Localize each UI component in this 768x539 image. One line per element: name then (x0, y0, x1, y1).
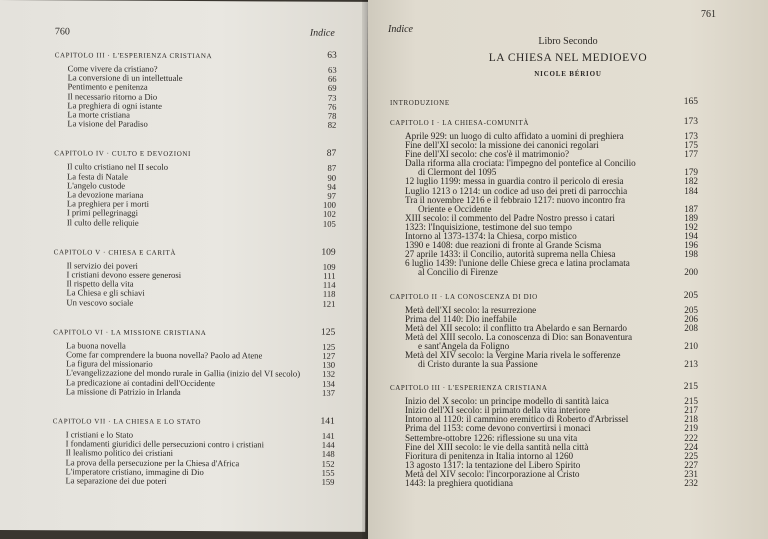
entry-title (66, 298, 133, 308)
entry-line: Metà dell'XI secolo: la resurrezione (405, 304, 537, 315)
entry-line: Il culto cristiano nel II secolo (67, 161, 169, 173)
entry-line: La preghiera di ogni istante (67, 100, 162, 111)
entry-page: 192 (684, 221, 698, 232)
entry-line: Inizio dell'XI secolo: il primato della vita interiore (405, 405, 591, 416)
entry-page: 125 (322, 341, 336, 352)
index-chapter (53, 324, 335, 398)
entry-page: 90 (327, 172, 337, 183)
entry-title (65, 476, 166, 486)
entry-line: La devozione mariana (66, 189, 144, 200)
entry-line: Il culto delle reliquie (66, 216, 139, 228)
chapter-page: 165 (683, 97, 698, 107)
entry-page: 210 (684, 340, 698, 351)
entry-page: 225 (684, 450, 698, 461)
entry-line: Fine del XIII secolo: le vie della santità nella città (405, 441, 589, 452)
entry-line: Intorno al 1373-1374: la Chiesa, corpo mistico (405, 231, 577, 242)
entry-line: Il servizio dei poveri (66, 260, 138, 271)
entry-line: Intorno al 1120: il cammino eremitico di Roberto d'Arbrissel (405, 414, 629, 425)
entry-line: I primi pellegrinaggi (66, 207, 139, 219)
index-entry (405, 159, 698, 177)
index-chapter (54, 47, 336, 130)
entry-line: L'angelo custode (67, 180, 126, 191)
index-sections (52, 47, 336, 504)
entry-page: 121 (322, 298, 336, 309)
chapter-page: 87 (326, 149, 337, 160)
entry-line: 1390 e 1408: due reazioni di fronte al Grande Scisma (405, 240, 602, 251)
index-chapter (390, 95, 698, 107)
entry-list (54, 64, 336, 130)
entry-line: Metà del XII secolo: il conflitto tra Abelardo e san Bernardo (405, 322, 627, 333)
entry-page: 173 (684, 131, 698, 141)
page-number: 761 (701, 9, 716, 20)
index-chapter (52, 413, 334, 487)
entry-page: 105 (322, 218, 336, 229)
entry-list (390, 306, 698, 370)
entry-page: 78 (327, 110, 337, 121)
entry-line: 1323: l'Inquisizione, testimone del suo tempo (405, 221, 573, 232)
index-entry (405, 196, 698, 214)
entry-page: 148 (321, 449, 335, 460)
entry-page: 198 (684, 249, 698, 260)
entry-page: 102 (322, 209, 336, 220)
entry-page: 177 (684, 149, 698, 160)
page-number: 760 (54, 26, 70, 38)
chapter-heading (390, 289, 698, 301)
entry-page: 144 (321, 439, 335, 451)
entry-page: 118 (322, 289, 336, 300)
entry-line: Il necessario ritorno a Dio (67, 90, 158, 102)
book-title: LA CHIESA NEL MEDIOEVO (488, 52, 648, 64)
index-chapter (54, 146, 336, 229)
entry-line: 6 luglio 1439: l'unione delle Chiese greca e latina proclamata (405, 258, 630, 269)
entry-page: 206 (684, 313, 698, 324)
chapter-page: 141 (320, 416, 335, 427)
entry-page: 76 (327, 101, 337, 112)
left-page (0, 0, 368, 532)
index-sections (390, 95, 698, 499)
chapter-heading (54, 146, 336, 159)
entry-page: 218 (684, 414, 698, 425)
entry-line: e sant'Angela da Foligno (418, 340, 510, 351)
entry-line: Prima del 1153: come devono convertirsi i monaci (405, 423, 591, 434)
entry-list (52, 430, 334, 487)
entry-line: 1443: la preghiera quotidiana (405, 478, 513, 488)
entry-page: 152 (321, 458, 335, 469)
index-entry (405, 479, 698, 488)
chapter-page: 125 (320, 327, 336, 338)
entry-line: di Cristo durante la sua Passione (418, 359, 538, 370)
entry-line: Metà del XIV secolo: l'incorporazione al Cristo (405, 468, 580, 479)
entry-line: La preghiera per i morti (66, 198, 150, 210)
index-entry (67, 120, 336, 131)
entry-line: La Chiesa e gli schiavi (66, 287, 145, 299)
entry-page: 159 (321, 476, 335, 487)
entry-title (67, 218, 139, 228)
index-entry (405, 333, 698, 351)
chapter-page: 109 (321, 247, 336, 258)
entry-page: 94 (327, 181, 337, 192)
entry-line: Metà del XIV secolo: la Vergine Maria rivela le sofferenze (405, 349, 621, 360)
entry-page: 219 (684, 423, 698, 434)
entry-line: Prima del 1140: Dio ineffabile (405, 313, 517, 324)
entry-line: La festa di Natale (67, 170, 128, 182)
entry-line: La buona novella (66, 340, 126, 351)
entry-list (390, 132, 698, 278)
chapter-title: CAPITOLO IV · CULTO E DEVOZIONI (54, 149, 191, 159)
entry-line: La conversione di un intellettuale (67, 72, 183, 84)
chapter-title: CAPITOLO VII · LA CHIESA E LO STATO (52, 417, 202, 427)
entry-title (405, 351, 620, 369)
entry-line: Tra il novembre 1216 e il febbraio 1217: nuovo incontro fra (405, 194, 626, 205)
index-chapter (53, 244, 335, 308)
entry-list (53, 341, 335, 398)
entry-page: 100 (323, 199, 336, 210)
entry-page: 134 (322, 378, 336, 389)
running-head: Indice (309, 27, 335, 39)
entry-page: 194 (684, 231, 698, 242)
entry-page: 132 (322, 369, 336, 380)
entry-page: 189 (684, 212, 698, 223)
chapter-heading (53, 413, 335, 426)
entry-page: 222 (684, 432, 698, 443)
entry-line: La figura del missionario (66, 358, 153, 370)
entry-line: La visione del Paradiso (67, 118, 148, 129)
index-entry (66, 387, 335, 398)
entry-page: 87 (327, 163, 337, 174)
entry-line: L'imperatore cristiano, immagine di Dio (65, 466, 204, 477)
entry-page: 208 (684, 322, 698, 333)
entry-list (53, 261, 335, 308)
entry-page: 187 (684, 203, 698, 214)
entry-line: Il rispetto della vita (66, 278, 134, 289)
index-entry (66, 298, 335, 309)
entry-page: 175 (684, 140, 698, 151)
entry-page: 66 (327, 73, 337, 84)
index-entry (67, 218, 336, 229)
chapter-title: CAPITOLO III · L'ESPERIENZA CRISTIANA (390, 384, 548, 393)
entry-line: Settembre-ottobre 1226: riflessione su una vita (405, 432, 578, 443)
entry-page: 63 (328, 64, 337, 75)
entry-page: 137 (322, 387, 335, 398)
entry-line: Fine dell'XI secolo: la missione dei canonici regolari (405, 140, 599, 151)
running-head: Indice (388, 24, 413, 35)
entry-page: 130 (322, 359, 336, 371)
chapter-title: INTRODUZIONE (390, 99, 450, 107)
entry-page: 215 (684, 396, 698, 407)
chapter-heading (53, 324, 335, 337)
entry-line: 12 luglio 1199: messa in guardia contro il pericolo di eresia (405, 176, 624, 187)
entry-page: 127 (322, 350, 336, 361)
entry-line: I fondamenti giuridici delle persecuzioni contro i cristiani (65, 438, 265, 450)
entry-line: Metà del XIII secolo. La conoscenza di Dio: san Bonaventura (405, 331, 633, 342)
author: NICOLE BÉRIOU (534, 70, 602, 78)
entry-line: La morte cristiana (67, 109, 130, 120)
index-chapter (390, 380, 698, 488)
entry-title (405, 479, 513, 488)
entry-line: La predicazione ai contadini dell'Occidente (65, 377, 216, 388)
chapter-title: CAPITOLO VI · LA MISSIONE CRISTIANA (53, 328, 207, 337)
entry-line: al Concilio di Firenze (418, 267, 498, 278)
entry-line: I cristiani devono essere generosi (66, 269, 182, 280)
book-label: Libro Secondo (538, 36, 598, 47)
entry-page: 179 (684, 167, 698, 178)
chapter-heading (390, 380, 698, 392)
entry-line: Un vescovo sociale (66, 297, 134, 308)
entry-page: 184 (684, 185, 698, 196)
entry-page: 73 (327, 92, 337, 103)
entry-page: 182 (684, 176, 698, 187)
entry-line: La missione di Patrizio in Irlanda (65, 386, 181, 397)
entry-page: 196 (684, 240, 698, 251)
entry-page: 111 (323, 270, 336, 281)
entry-line: L'evangelizzazione del mondo rurale in Gallia (inizio del VI secolo) (66, 367, 301, 380)
entry-line: Fine dell'XI secolo: che cos'è il matrimonio? (405, 149, 570, 160)
entry-title (66, 387, 181, 397)
entry-page: 114 (322, 279, 336, 291)
index-entry (65, 476, 334, 487)
entry-line: Come far comprendere la buona novella? Paolo ad Atene (66, 349, 263, 361)
entry-line: Dalla riforma alla crociata: l'impegno del pontefice al Concilio (405, 158, 636, 169)
entry-page: 205 (684, 304, 698, 315)
entry-line: Fioritura di penitenza in Italia intorno al 1260 (405, 450, 574, 461)
entry-page: 227 (684, 459, 698, 470)
index-chapter (390, 115, 698, 278)
entry-title (405, 196, 625, 214)
entry-line: XIII secolo: il commento del Padre Nostro presso i catari (405, 212, 615, 223)
entry-title (405, 159, 636, 177)
entry-line: La prova della persecuzione per la Chiesa d'Africa (65, 457, 240, 468)
entry-line: Luglio 1213 o 1214: un codice ad uso dei preti di parrocchia (405, 185, 628, 196)
entry-line: Oriente e Occidente (418, 203, 492, 214)
right-page (368, 0, 768, 539)
entry-page: 231 (684, 468, 698, 479)
chapter-page: 173 (683, 117, 698, 127)
entry-list (390, 397, 698, 488)
entry-line: Il lealismo politico dei cristiani (65, 447, 174, 459)
chapter-title: CAPITOLO I · LA CHIESA-COMUNITÀ (390, 119, 530, 127)
entry-line: 13 agosto 1317: la tentazione del Libero Spirito (405, 459, 581, 470)
entry-line: 27 aprile 1433: il Concilio, autorità suprema nella Chiesa (405, 249, 616, 260)
entry-title (67, 120, 147, 130)
index-chapter (390, 289, 698, 370)
chapter-heading (390, 115, 698, 127)
chapter-title: CAPITOLO II · LA CONOSCENZA DI DIO (390, 292, 538, 301)
entry-page: 155 (321, 467, 335, 478)
entry-line: La separazione dei due poteri (65, 475, 167, 486)
index-entry (405, 259, 698, 277)
entry-page: 232 (684, 478, 698, 488)
index-entry (405, 351, 698, 369)
entry-page: 109 (322, 261, 336, 272)
entry-list (54, 163, 336, 229)
chapter-title: CAPITOLO V · CHIESA E CARITÀ (53, 248, 177, 257)
entry-page: 224 (684, 441, 698, 452)
entry-page: 217 (684, 405, 698, 416)
entry-line: Pentimento e penitenza (67, 81, 148, 93)
entry-line: Inizio del X secolo: un principe modello di santità laica (405, 396, 609, 407)
entry-line: di Clermont del 1095 (418, 167, 497, 178)
entry-title (405, 259, 630, 277)
chapter-heading (55, 47, 337, 60)
entry-page: 69 (327, 83, 337, 94)
entry-page: 97 (327, 190, 337, 201)
chapter-heading (390, 95, 698, 107)
chapter-page: 205 (683, 290, 698, 301)
chapter-heading (54, 244, 336, 257)
chapter-page: 215 (683, 382, 698, 393)
entry-page: 82 (327, 119, 337, 130)
entry-line: Aprile 929: un luogo di culto affidato a uomini di preghiera (405, 131, 624, 141)
entry-page: 141 (321, 430, 335, 441)
entry-page: 200 (684, 267, 698, 278)
entry-page: 213 (684, 359, 698, 370)
chapter-page: 63 (327, 50, 337, 61)
entry-line: Come vivere da cristiano? (67, 63, 158, 74)
entry-title (405, 333, 632, 351)
chapter-title: CAPITOLO III · L'ESPERIENZA CRISTIANA (54, 51, 213, 61)
entry-line: I cristiani e lo Stato (65, 429, 134, 440)
